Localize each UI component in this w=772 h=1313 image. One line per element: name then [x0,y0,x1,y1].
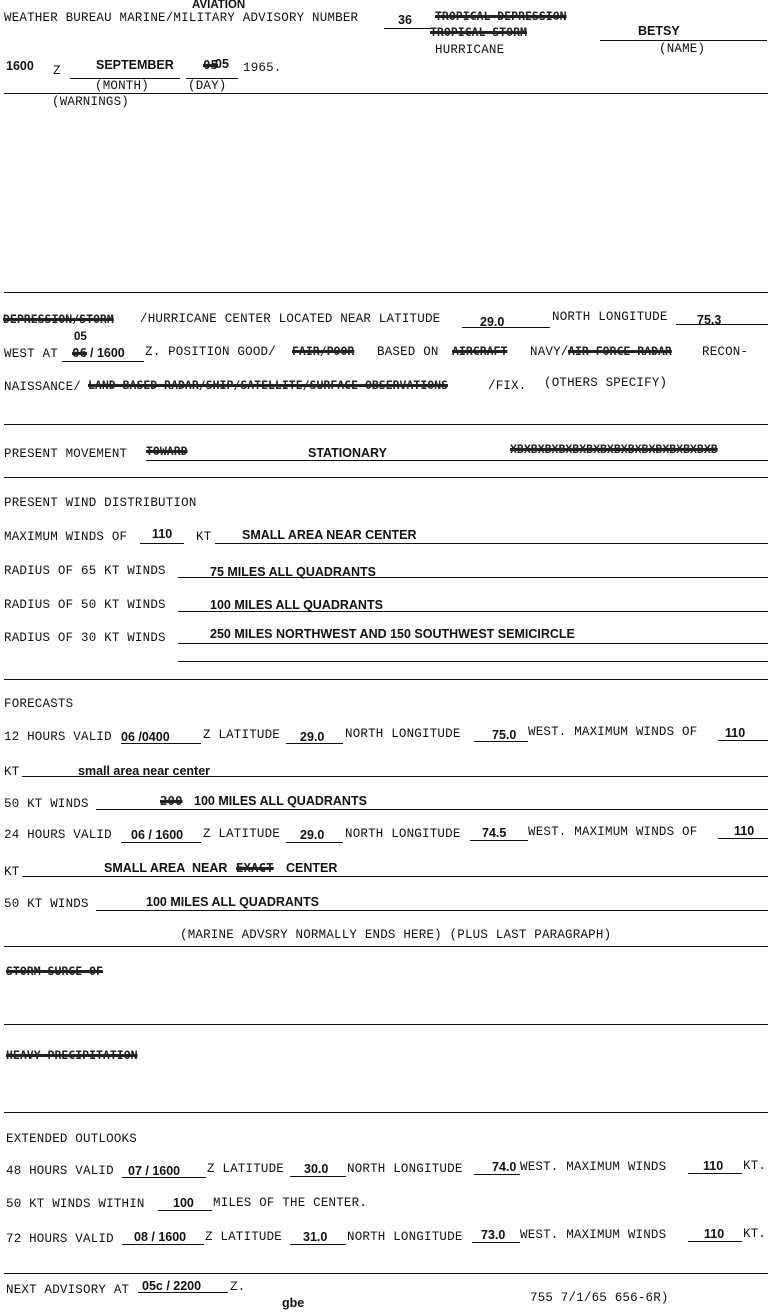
f12-z-latitude: Z LATITUDE [203,728,281,742]
month-caption: (MONTH) [95,79,149,93]
navy-label: NAVY/ [530,345,569,359]
position-time: / 1600 [90,346,125,360]
f24-max-winds: 110 [734,824,755,838]
radius-30-value: 250 MILES NORTHWEST AND 150 SOUTHWEST SEMICIRCLE [210,627,575,641]
outlooks-heading: EXTENDED OUTLOOKS [6,1132,137,1146]
o48-west-max-winds: WEST. MAXIMUM WINDS [520,1160,667,1174]
f24-desc-3: CENTER [286,861,338,875]
o48-label: 48 HOURS VALID [6,1164,114,1178]
f24-desc-1: SMALL AREA [104,861,186,875]
west-at-label: WEST AT [4,347,58,361]
f24-west-max-winds: WEST. MAXIMUM WINDS OF [528,825,698,839]
typist-initials: gbe [282,1296,305,1310]
f24-label: 24 HOURS VALID [4,828,112,842]
advisory-title: WEATHER BUREAU MARINE/MILITARY ADVISORY NUMBER [4,11,359,25]
f24-north-longitude: NORTH LONGITUDE [345,827,461,841]
struck-position-date: 06 [72,345,88,360]
based-on-label: BASED ON [377,345,439,359]
others-specify: (OTHERS SPECIFY) [544,376,668,390]
position-longitude: 75.3 [697,313,722,327]
o72-west-max-winds: WEST. MAXIMUM WINDS [520,1228,667,1242]
f12-max-winds: 110 [725,726,746,740]
form-number: 755 7/1/65 656-6R) [530,1291,669,1305]
naissance-label: NAISSANCE/ [4,380,82,394]
o72-z-latitude: Z LATITUDE [205,1230,283,1244]
o72-north-longitude: NORTH LONGITUDE [347,1230,463,1244]
struck-storm-surge: STORM SURGE OF [6,964,103,978]
f24-desc-2: NEAR [192,861,228,875]
struck-f12-50kt: 200 [160,793,183,808]
f12-valid: 06 /0400 [121,730,170,744]
advisory-time: 1600 [6,59,34,73]
marine-advisory-note: (MARINE ADVSRY NORMALLY ENDS HERE) (PLUS LAST PARAGRAPH) [180,928,612,942]
radius-30-label: RADIUS OF 30 KT WINDS [4,631,166,645]
struck-movement-tail: XBXBXBXBXBXBXBXBXBXBXBXBXBXBXB [510,442,718,456]
o48-50kt-value: 100 [173,1196,194,1210]
o72-valid: 08 / 1600 [134,1230,187,1244]
wind-heading: PRESENT WIND DISTRIBUTION [4,496,197,510]
f12-latitude: 29.0 [300,730,325,744]
struck-storm-type-2: TROPICAL STORM [430,25,527,39]
position-latitude: 29.0 [480,315,505,329]
max-winds-desc: SMALL AREA NEAR CENTER [242,528,417,542]
f24-50kt-label: 50 KT WINDS [4,897,89,911]
struck-center-type: DEPRESSION/STORM [3,312,114,326]
f24-longitude: 74.5 [482,826,507,840]
o48-valid: 07 / 1600 [128,1164,181,1178]
advisory-month: SEPTEMBER [96,58,174,72]
position-date-above: 05 [74,331,87,343]
radius-65-value: 75 MILES ALL QUADRANTS [210,565,376,579]
f12-longitude: 75.0 [492,728,517,742]
struck-day: 05 [203,57,219,72]
storm-name: BETSY [638,24,680,38]
z-label: Z [53,64,61,78]
struck-storm-type-1: TROPICAL DEPRESSION [435,9,567,23]
struck-naissance: LAND BASED RADAR/SHIP/SATELLITE/SURFACE OBSERVATIONS [88,378,449,392]
o48-50kt-label: 50 KT WINDS WITHIN [6,1197,145,1211]
struck-navy: AIR FORCE RADAR [568,344,672,358]
f12-50kt-value: 100 MILES ALL QUADRANTS [194,794,367,808]
o48-longitude: 74.0 [492,1160,517,1174]
center-label: /HURRICANE CENTER LOCATED NEAR LATITUDE [140,312,441,326]
f12-kt-label: KT [4,765,20,779]
radius-50-value: 100 MILES ALL QUADRANTS [210,598,383,612]
position-good-label: Z. POSITION GOOD/ [145,345,276,359]
max-winds-label: MAXIMUM WINDS OF [4,530,128,544]
advisory-day: 05 [215,57,229,71]
o72-max-winds: 110 [704,1227,725,1241]
o72-longitude: 73.0 [481,1228,506,1242]
warnings-caption: (WARNINGS) [52,95,130,109]
max-winds-value: 110 [152,527,173,541]
fix-label: /FIX. [488,379,527,393]
movement-value: STATIONARY [308,446,387,460]
kt-label: KT [196,530,212,544]
o48-latitude: 30.0 [304,1162,329,1176]
o48-kt: KT. [743,1159,767,1173]
struck-movement: TOWARD [146,444,188,458]
f24-50kt-value: 100 MILES ALL QUADRANTS [146,895,319,909]
f12-50kt-label: 50 KT WINDS [4,797,89,811]
o48-50kt-tail: MILES OF THE CENTER. [213,1196,368,1210]
present-movement-label: PRESENT MOVEMENT [4,447,128,461]
radius-50-label: RADIUS OF 50 KT WINDS [4,598,166,612]
advisory-year: 1965. [243,61,282,75]
f24-latitude: 29.0 [300,828,325,842]
forecasts-heading: FORECASTS [4,697,74,711]
struck-f24-desc: EXACT [236,860,274,875]
f24-z-latitude: Z LATITUDE [203,827,281,841]
day-caption: (DAY) [188,79,227,93]
f12-west-max-winds: WEST. MAXIMUM WINDS OF [528,725,698,739]
f12-desc: small area near center [78,764,211,778]
o48-north-longitude: NORTH LONGITUDE [347,1162,463,1176]
radius-65-label: RADIUS OF 65 KT WINDS [4,564,166,578]
o72-latitude: 31.0 [303,1230,328,1244]
o48-z-latitude: Z LATITUDE [207,1162,285,1176]
struck-fair-poor: FAIR/POOR [292,344,355,358]
recon-label: RECON- [702,345,749,359]
f24-valid: 06 / 1600 [131,828,184,842]
struck-heavy-precipitation: HEAVY PRECIPITATION [6,1048,138,1062]
struck-based-on: AIRCRAFT [452,344,508,358]
next-advisory-z: Z. [230,1280,246,1294]
o72-kt: KT. [743,1227,767,1241]
north-longitude-label: NORTH LONGITUDE [552,310,668,324]
o48-max-winds: 110 [703,1159,724,1173]
advisory-number: 36 [398,13,412,27]
next-advisory-value: 05c / 2200 [142,1279,202,1293]
storm-type: HURRICANE [435,43,505,57]
o72-label: 72 HOURS VALID [6,1232,114,1246]
next-advisory-label: NEXT ADVISORY AT [6,1283,130,1297]
f24-kt-label: KT [4,865,20,879]
f12-north-longitude: NORTH LONGITUDE [345,727,461,741]
f12-label: 12 HOURS VALID [4,730,112,744]
aviation-label: AVIATION [192,0,246,11]
name-caption: (NAME) [659,42,706,56]
